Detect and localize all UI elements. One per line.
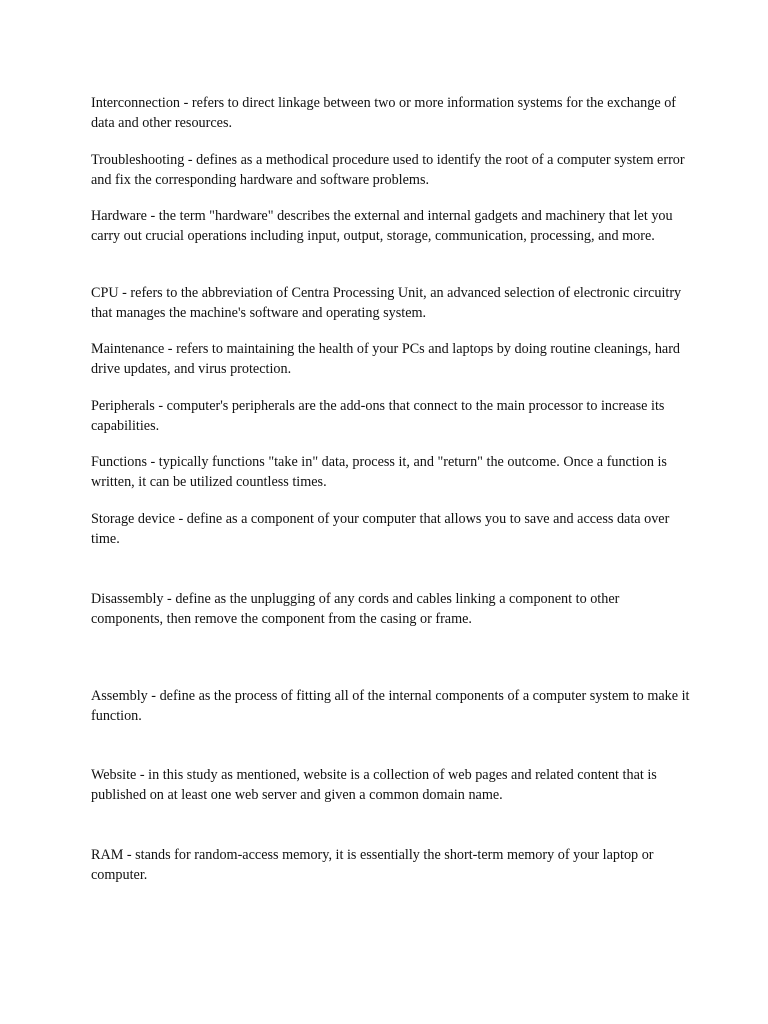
definition-hardware: Hardware - the term "hardware" describes the external and internal gadgets and machinery that let you carry out crucial operations including input, output, storage, communication, processing, and more. [91, 208, 673, 244]
definition-disassembly: Disassembly - define as the unplugging of any cords and cables linking a component to other components, then remove the component from the casing or frame. [91, 591, 620, 627]
definition-website: Website - in this study as mentioned, website is a collection of web pages and related content that is published on at least one web server and given a common domain name. [91, 767, 657, 803]
definition-troubleshooting: Troubleshooting - defines as a methodical procedure used to identify the root of a computer system error and fix the corresponding hardware and software problems. [91, 152, 685, 188]
definition-storage-device: Storage device - define as a component of your computer that allows you to save and access data over time. [91, 511, 670, 547]
definition-functions: Functions - typically functions "take in" data, process it, and "return" the outcome. Once a function is written, it can be utilized countless times. [91, 454, 667, 490]
definition-ram: RAM - stands for random-access memory, it is essentially the short-term memory of your laptop or computer. [91, 847, 654, 883]
definition-cpu: CPU - refers to the abbreviation of Centra Processing Unit, an advanced selection of electronic circuitry that manages the machine's software and operating system. [91, 285, 682, 321]
definition-interconnection: Interconnection - refers to direct linkage between two or more information systems for the exchange of data and other resources. [91, 95, 677, 131]
definition-maintenance: Maintenance - refers to maintaining the health of your PCs and laptops by doing routine cleanings, hard drive updates, and virus protection. [91, 341, 681, 377]
definition-peripherals: Peripherals - computer's peripherals are the add-ons that connect to the main processor to increase its capabilities. [91, 398, 665, 434]
definition-assembly: Assembly - define as the process of fitting all of the internal components of a computer system to make it function. [91, 688, 690, 724]
